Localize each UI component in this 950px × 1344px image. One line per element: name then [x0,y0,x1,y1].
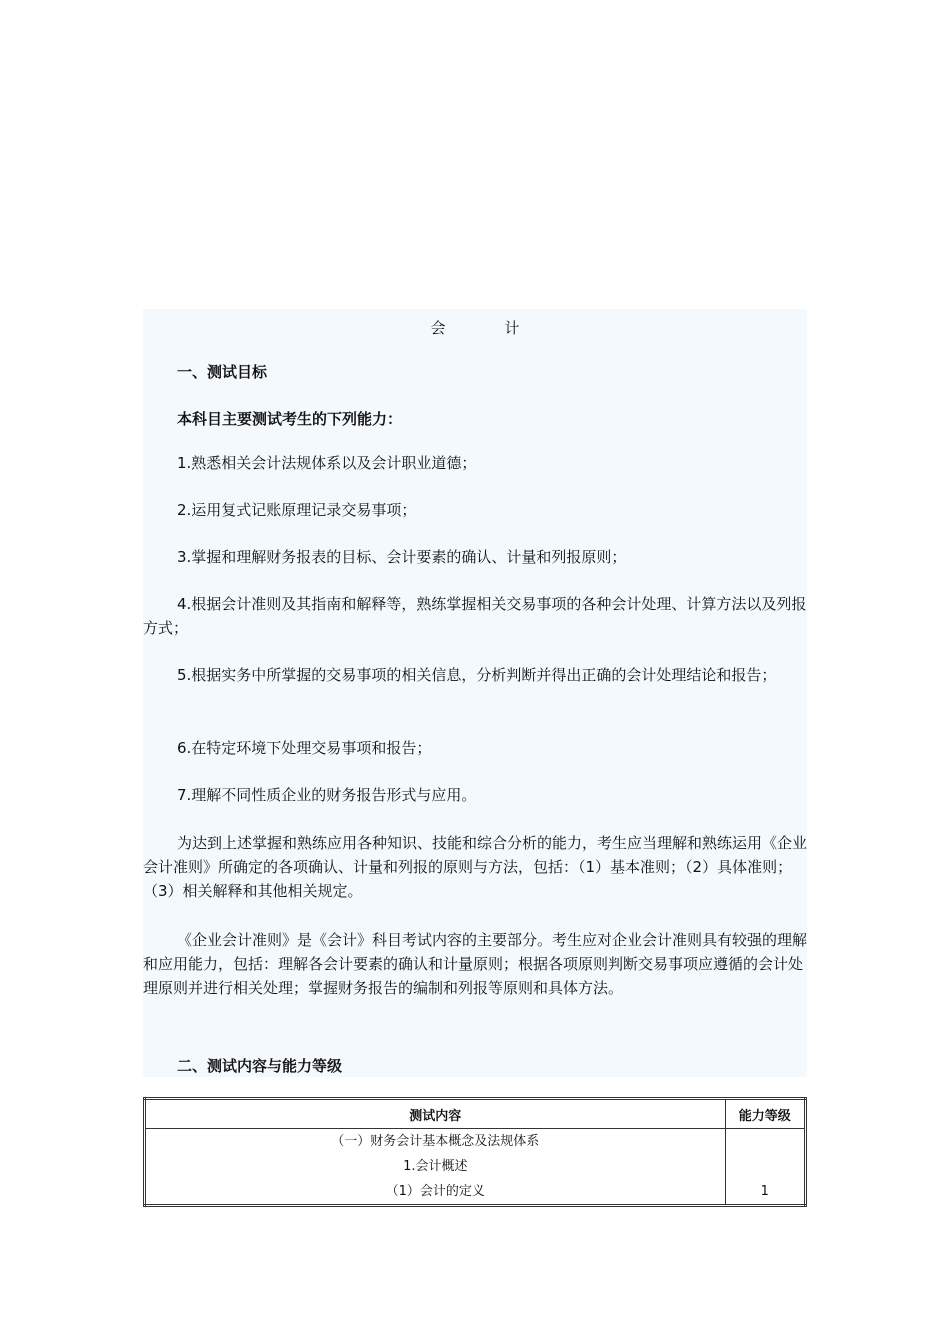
ability-item-4: 4.根据会计准则及其指南和解释等，熟练掌握相关交易事项的各种会计处理、计算方法以及列报方式； [143,595,807,637]
table-row [145,1129,806,1206]
ability-item-2: 2.运用复式记账原理记录交易事项； [177,501,417,519]
content-block [143,309,807,1077]
table-row-content: （1）会计的定义 [385,1184,485,1199]
page-title: 会 计 [430,319,542,337]
table-row-content: （一）财务会计基本概念及法规体系 [331,1134,540,1149]
section-heading-test-objectives: 一、测试目标 [177,363,268,381]
intro-bold-text: 本科目主要测试考生的下列能力： [177,410,403,428]
column-header-content: 测试内容 [145,1099,726,1129]
table-row-level [726,1154,804,1179]
level-cell [725,1129,805,1206]
ability-item-1: 1.熟悉相关会计法规体系以及会计职业道德； [177,454,477,472]
column-header-level: 能力等级 [725,1099,805,1129]
ability-item-6: 6.在特定环境下处理交易事项和报告； [177,739,432,757]
table-header-row [145,1099,806,1129]
table-row-content: 1.会计概述 [403,1159,468,1174]
ability-item-5: 5.根据实务中所掌握的交易事项的相关信息，分析判断并得出正确的会计处理结论和报告； [177,666,777,684]
table-row-level: 1 [760,1184,769,1199]
ability-item-7: 7.理解不同性质企业的财务报告形式与应用。 [177,786,477,804]
paragraph-standards-importance: 《企业会计准则》是《会计》科目考试内容的主要部分。考生应对企业会计准则具有较强的理解和应用能力，包括：理解各会计要素的确认和计量原则；根据各项原则判断交易事项应遵循的会计处理原则并进行相关处理；掌握财务报告的编制和列报等原则和具体方法。 [143,931,808,997]
content-cell [145,1129,726,1206]
ability-level-table [143,1097,807,1207]
table-row-level [726,1129,804,1154]
section-heading-test-content: 二、测试内容与能力等级 [177,1057,343,1075]
ability-item-3: 3.掌握和理解财务报表的目标、会计要素的确认、计量和列报原则； [177,548,627,566]
paragraph-standards-scope: 为达到上述掌握和熟练应用各种知识、技能和综合分析的能力，考生应当理解和熟练运用《企业会计准则》所确定的各项确认、计量和列报的原则与方法，包括：（1）基本准则；（2）具体准则；（3）相关解释和其他相关规定。 [143,834,808,900]
